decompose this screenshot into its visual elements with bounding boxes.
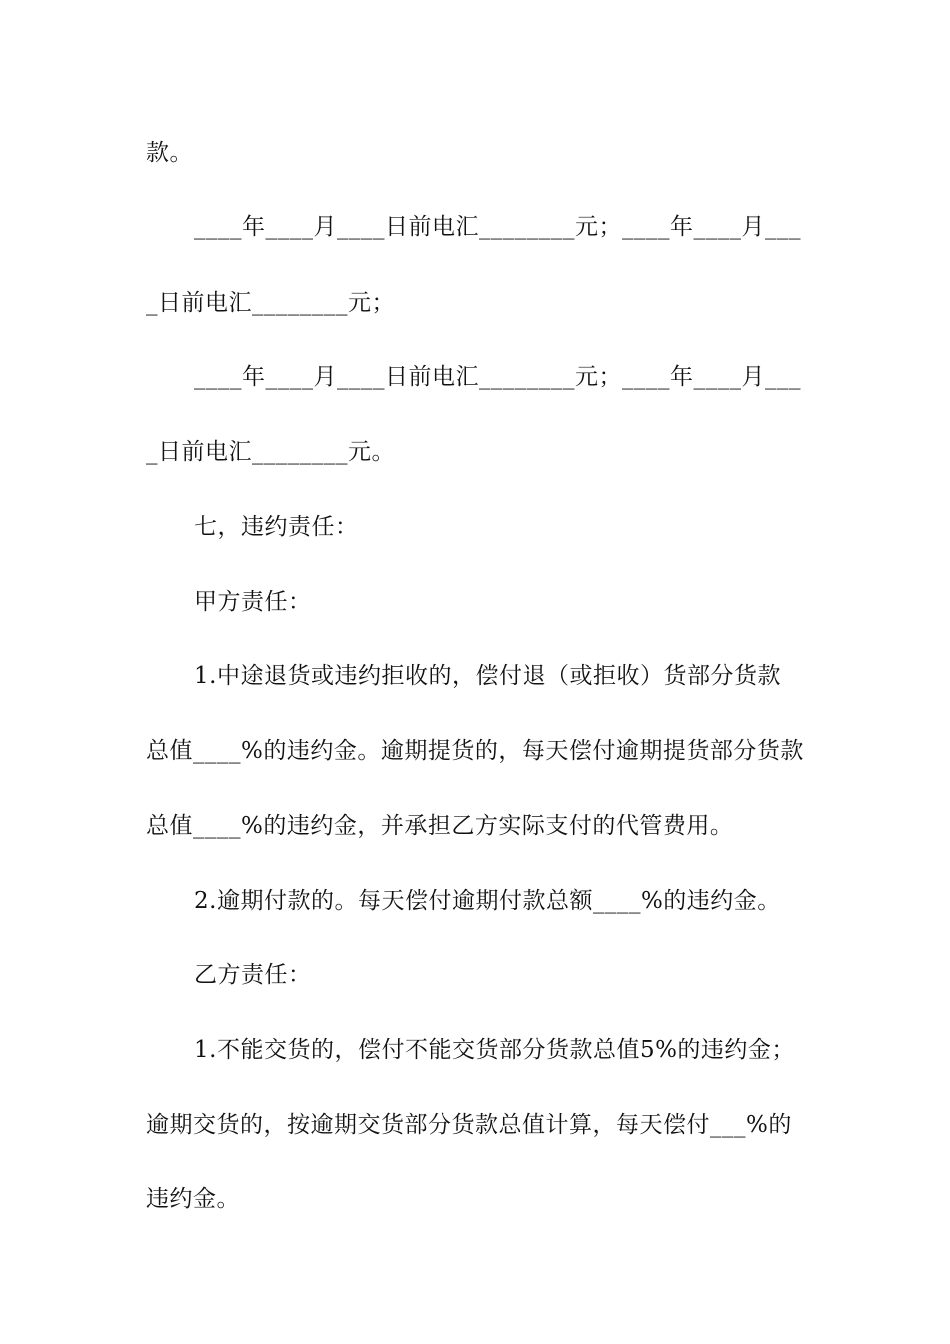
subsection-heading: 甲方责任： [194,589,312,615]
paragraph-line: 款。 [146,140,193,166]
paragraph-line: 2.逾期付款的。每天偿付逾期付款总额____%的违约金。 [194,888,781,914]
paragraph-line: 1.中途退货或违约拒收的，偿付退（或拒收）货部分货款 [194,663,781,689]
paragraph-line: _日前电汇________元； [146,290,395,316]
paragraph-line: ____年____月____日前电汇________元；____年____月___ [194,214,801,240]
paragraph-line: _日前电汇________元。 [146,439,395,465]
paragraph-line: 违约金。 [146,1186,240,1212]
paragraph-line: 1.不能交货的，偿付不能交货部分货款总值5%的违约金； [194,1037,795,1063]
section-heading: 七，违约责任： [194,514,359,540]
paragraph-line: 总值____%的违约金。逾期提货的，每天偿付逾期提货部分货款 [146,738,804,764]
subsection-heading: 乙方责任： [194,962,312,988]
paragraph-line: ____年____月____日前电汇________元；____年____月___ [194,364,801,390]
paragraph-line: 总值____%的违约金，并承担乙方实际支付的代管费用。 [146,813,734,839]
paragraph-line: 逾期交货的，按逾期交货部分货款总值计算，每天偿付___%的 [146,1112,792,1138]
